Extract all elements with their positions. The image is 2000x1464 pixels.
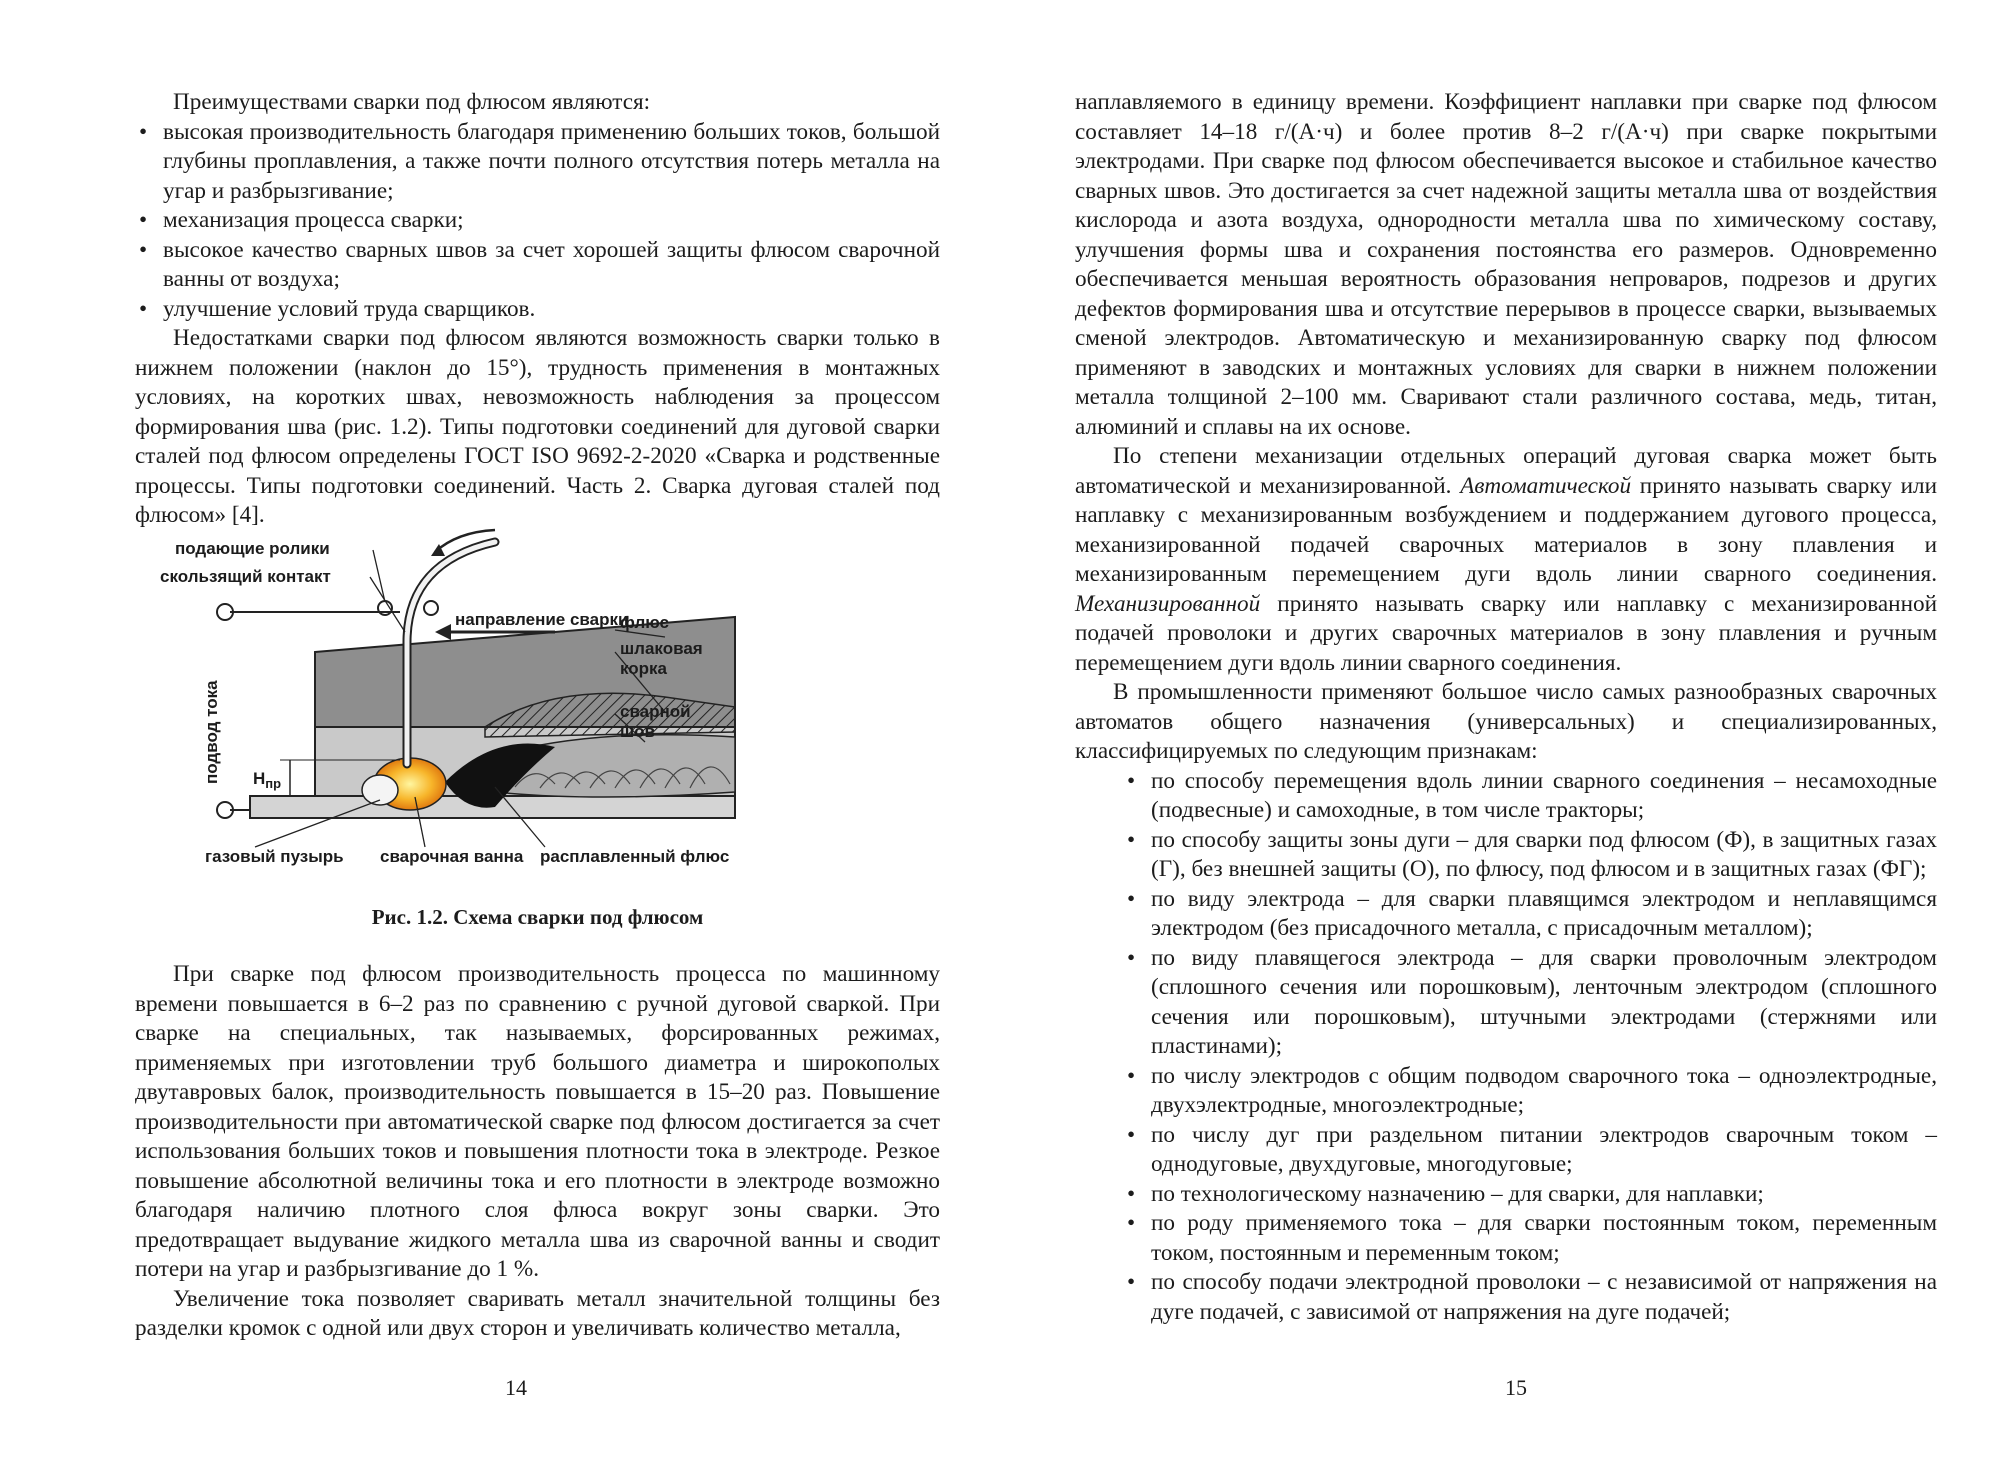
label-current-supply: подвод тока xyxy=(202,680,221,784)
list-item: • по виду плавящегося электрода – для сварки проволочным электродом (сплошного сечения или порошковым), ленточным электродом (сплошного сечения или порошковым), штучными электродами (стержнями или пластинами); xyxy=(1127,944,1937,1059)
label-weld-pool: сварочная ванна xyxy=(380,847,524,866)
right-page xyxy=(1000,0,2000,1464)
roller-icon xyxy=(424,601,438,615)
advantages-list xyxy=(135,118,940,325)
page-number-left: 14 xyxy=(505,1375,527,1400)
list-item: • по числу дуг при раздельном питании электродов сварочным током – однодуговые, двухдуговые, многодуговые; xyxy=(1127,1121,1937,1177)
list-item: • улучшение условий труда сварщиков. xyxy=(139,295,536,322)
label-welding-direction: направление сварки xyxy=(455,610,629,629)
right-text xyxy=(1075,88,1937,1327)
list-item: • по числу электродов с общим подводом сварочного тока – одноэлектродные, двухэлектродные, многоэлектродные; xyxy=(1127,1062,1937,1118)
list-item: • по виду электрода – для сварки плавящимся электродом и неплавящимся электродом (без присадочного металла, с присадочным металлом); xyxy=(1127,885,1937,941)
svg-text:шов: шов xyxy=(620,722,656,741)
list-item: • по роду применяемого тока – для сварки постоянным током, переменным током, постоянным и переменным током; xyxy=(1127,1210,1937,1266)
continued-paragraph: наплавляемого в единицу времени. Коэффициент наплавки при сварке под флюсом составляет 14–18 г/(А·ч) и более против 8–2 г/(А·ч) при сварке покрытыми электродами. При сварке под флюсом обеспечивается высокое и стабильное качество сварных швов. Это достигается за счет надежной защиты металла шва от воздействия кислорода и азота воздуха, однородности металла шва по химическому составу, улучшения формы шва и сохранения постоянства его размеров. Одновременно обеспечивается меньшая вероятность образования непроваров, подрезов и других дефектов формирования шва и отсутствие перерывов в процессе сварки, вызываемых сменой электродов. Автоматическую и механизированную сварку под флюсом применяют в заводских и монтажных условиях для сварки в нижнем положении металла толщиной 2–100 мм. Сваривают стали различного состава, медь, титан, алюминий и сплавы на их основе. xyxy=(1075,89,1937,440)
left-text-bottom xyxy=(135,960,940,1344)
classification-list xyxy=(1075,767,1937,1328)
page-number-right: 15 xyxy=(1505,1375,1527,1400)
productivity-paragraph: При сварке под флюсом производительность процесса по машинному времени повышается в 6–2 раз по сравнению с ручной дуговой сваркой. При сварке на специальных, так называемых, форсированных режимах, применяемых при изготовлении труб большого диаметра и широкополых двутавровых балок, производительность повышается в 15–20 раз. Повышение производительности при автоматической сварке под флюсом достигается за счет использования больших токов и повышения плотности тока в электроде. Резкое повышение абсолютной величины тока и его плотности в электроде возможно благодаря наличию плотного слоя флюса вокруг зоны сварки. Это предотвращает выдувание жидкого металла шва из сварочной ванны и сводит потери на угар и разбрызгивание до 1 %. xyxy=(135,961,940,1282)
welding-diagram-svg xyxy=(160,522,795,882)
left-text-top xyxy=(135,88,940,531)
mechanization-paragraph: По степени механизации отдельных операций дуговая сварка может быть автоматической и механизированной. Автоматической принято называть сварку или наплавку с механизированным возбуждением и поддержанием дугового процесса, механизированной подачей сварочных материалов в зону плавления и механизированным перемещением дуги вдоль линии сварного соединения. Механизированной принято называть сварку или наплавку с механизированной подачей проволоки и других сварочных материалов в зону плавления и ручным перемещением дуги вдоль линии сварного соединения. xyxy=(1075,443,1938,676)
list-item: • по способу подачи электродной проволоки – с независимой от напряжения на дуге подачей, с зависимой от напряжения на дуге подачей; xyxy=(1127,1269,1937,1325)
label-flux: флюс xyxy=(620,613,669,632)
list-item: • механизация процесса сварки; xyxy=(139,207,464,233)
industry-paragraph: В промышленности применяют большое число самых разнообразных сварочных автоматов общего назначения (универсальных) и специализированных, классифицируемых по следующим признакам: xyxy=(1075,679,1937,764)
label-slag-crust: шлаковая xyxy=(620,639,703,658)
label-sliding-contact: скользящий контакт xyxy=(160,567,331,586)
current-paragraph: Увеличение тока позволяет сваривать металл значительной толщины без разделки кромок с одной или двух сторон и увеличивать количество металла, xyxy=(135,1285,940,1341)
label-weld-seam: сварной xyxy=(620,702,691,721)
label-feed-rollers: подающие ролики xyxy=(175,539,330,558)
list-item: • по способу перемещения вдоль линии сварного соединения – несамоходные (подвесные) и самоходные, в том числе тракторы; xyxy=(1127,767,1937,823)
label-molten-flux: расплавленный флюс xyxy=(540,847,730,866)
label-gas-bubble: газовый пузырь xyxy=(205,847,344,866)
welding-diagram xyxy=(160,522,795,882)
svg-text:корка: корка xyxy=(620,659,668,678)
label-penetration: $H_{пр}$ xyxy=(253,769,282,791)
list-item: • по технологическому назначению – для сварки, для наплавки; xyxy=(1127,1180,1764,1207)
advantages-intro: Преимуществами сварки под флюсом являются: xyxy=(173,89,651,115)
figure-caption: Рис. 1.2. Схема сварки под флюсом xyxy=(371,905,704,929)
list-item: • высокая производительность благодаря применению больших токов, большой глубины проплавления, а также почти полного отсутствия потерь металла на угар и разбрызгивание; xyxy=(139,118,940,204)
disadvantages-paragraph: Недостатками сварки под флюсом являются возможность сварки только в нижнем положении (наклон до 15°), трудность применения в монтажных условиях, на коротких швах, невозможность наблюдения за процессом формирования шва (рис. 1.2). Типы подготовки соединений для дуговой сварки сталей под флюсом определены ГОСТ ISO 9692-2-2020 «Сварка и родственные процессы. Типы подготовки соединений. Часть 2. Сварка дуговая сталей под флюсом» [4]. xyxy=(135,325,940,528)
list-item: • высокое качество сварных швов за счет хорошей защиты флюсом сварочной ванны от воздуха; xyxy=(139,236,940,292)
list-item: • по способу защиты зоны дуги – для сварки под флюсом (Ф), в защитных газах (Г), без внешней защиты (О), по флюсу, под флюсом и в защитных газах (ФГ); xyxy=(1127,826,1937,882)
